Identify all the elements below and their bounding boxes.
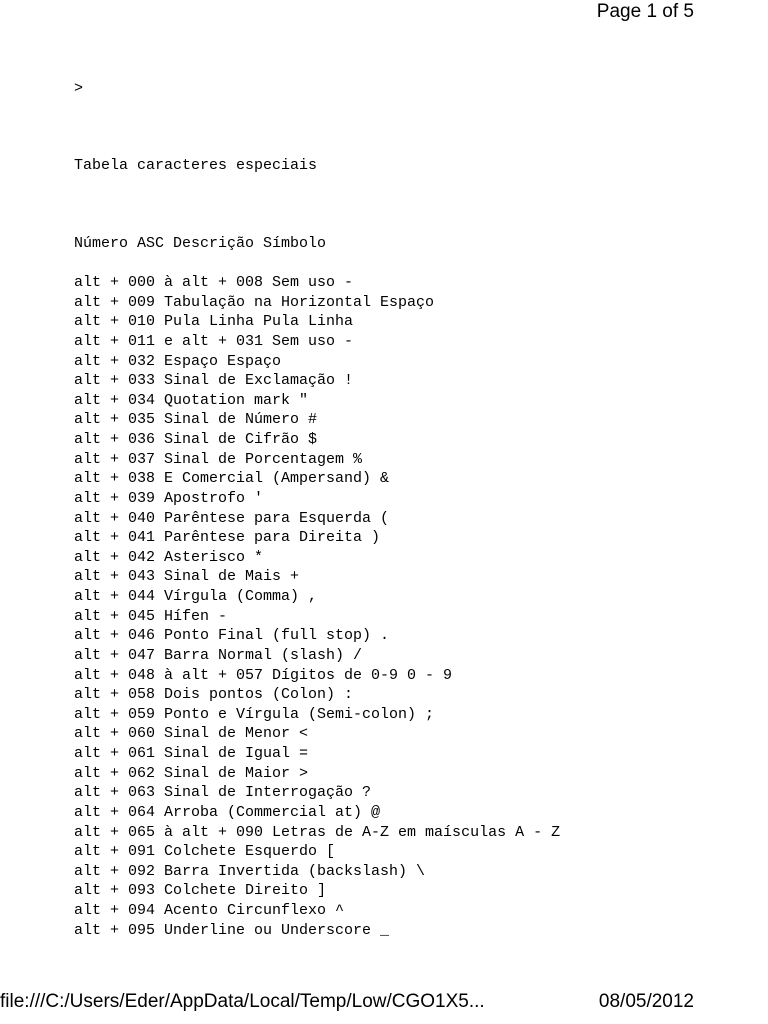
list-item: alt + 011 e alt + 031 Sem uso - xyxy=(74,332,354,350)
list-item: alt + 061 Sinal de Igual = xyxy=(74,745,309,762)
list-item: alt + 060 Sinal de Menor < xyxy=(74,725,309,743)
list-item: alt + 058 Dois pontos (Colon) : xyxy=(74,686,354,704)
list-item: alt + 043 Sinal de Mais + xyxy=(74,568,300,586)
list-item: alt + 065 à alt + 090 Letras de A-Z em maísculas A - Z xyxy=(74,823,561,841)
column-header: Número ASC Descrição Símbolo xyxy=(74,235,327,252)
list-item: alt + 046 Ponto Final (full stop) . xyxy=(74,627,390,645)
list-item: alt + 044 Vírgula (Comma) , xyxy=(74,588,318,605)
marker-text: > xyxy=(74,80,84,97)
list-item: alt + 032 Espaço Espaço xyxy=(74,352,282,370)
list-item: alt + 038 E Comercial (Ampersand) & xyxy=(74,470,390,488)
list-item: alt + 041 Parêntese para Direita ) xyxy=(74,529,381,547)
list-item: alt + 063 Sinal de Interrogação ? xyxy=(74,784,372,802)
list-item: alt + 092 Barra Invertida (backslash) \ xyxy=(74,862,426,880)
list-item: alt + 095 Underline ou Underscore _ xyxy=(74,921,390,939)
list-item: alt + 040 Parêntese para Esquerda ( xyxy=(74,509,390,527)
page-indicator: Page 1 of 5 xyxy=(596,1,694,22)
list-item: alt + 094 Acento Circunflexo ^ xyxy=(74,902,345,919)
list-item: alt + 059 Ponto e Vírgula (Semi-colon) ; xyxy=(74,705,435,723)
list-item: alt + 039 Apostrofo ' xyxy=(74,489,264,507)
list-item: alt + 091 Colchete Esquerdo [ xyxy=(74,843,336,861)
list-item: alt + 035 Sinal de Número # xyxy=(74,411,318,429)
list-item: alt + 064 Arroba (Commercial at) @ xyxy=(74,803,381,821)
document-title: Tabela caracteres especiais xyxy=(74,157,318,174)
footer-date: 08/05/2012 xyxy=(598,991,694,1012)
list-item: alt + 036 Sinal de Cifrão $ xyxy=(74,431,318,448)
list-item: alt + 000 à alt + 008 Sem uso - xyxy=(74,274,354,291)
list-item: alt + 093 Colchete Direito ] xyxy=(74,882,327,900)
list-item: alt + 045 Hífen - xyxy=(74,607,228,625)
list-item: alt + 042 Asterisco * xyxy=(74,548,264,566)
character-list xyxy=(74,273,560,940)
list-item: alt + 033 Sinal de Exclamação ! xyxy=(74,372,354,390)
list-item: alt + 047 Barra Normal (slash) / xyxy=(74,646,363,664)
footer-file-path: file:///C:/Users/Eder/AppData/Local/Temp/Low/CGO1X5... xyxy=(0,991,485,1012)
list-item: alt + 037 Sinal de Porcentagem % xyxy=(74,450,363,468)
list-item: alt + 034 Quotation mark " xyxy=(74,391,309,409)
list-item: alt + 048 à alt + 057 Dígitos de 0-9 0 - 9 xyxy=(74,666,453,684)
list-item: alt + 010 Pula Linha Pula Linha xyxy=(74,313,354,331)
list-item: alt + 009 Tabulação na Horizontal Espaço xyxy=(74,293,435,311)
list-item: alt + 062 Sinal de Maior > xyxy=(74,764,309,782)
